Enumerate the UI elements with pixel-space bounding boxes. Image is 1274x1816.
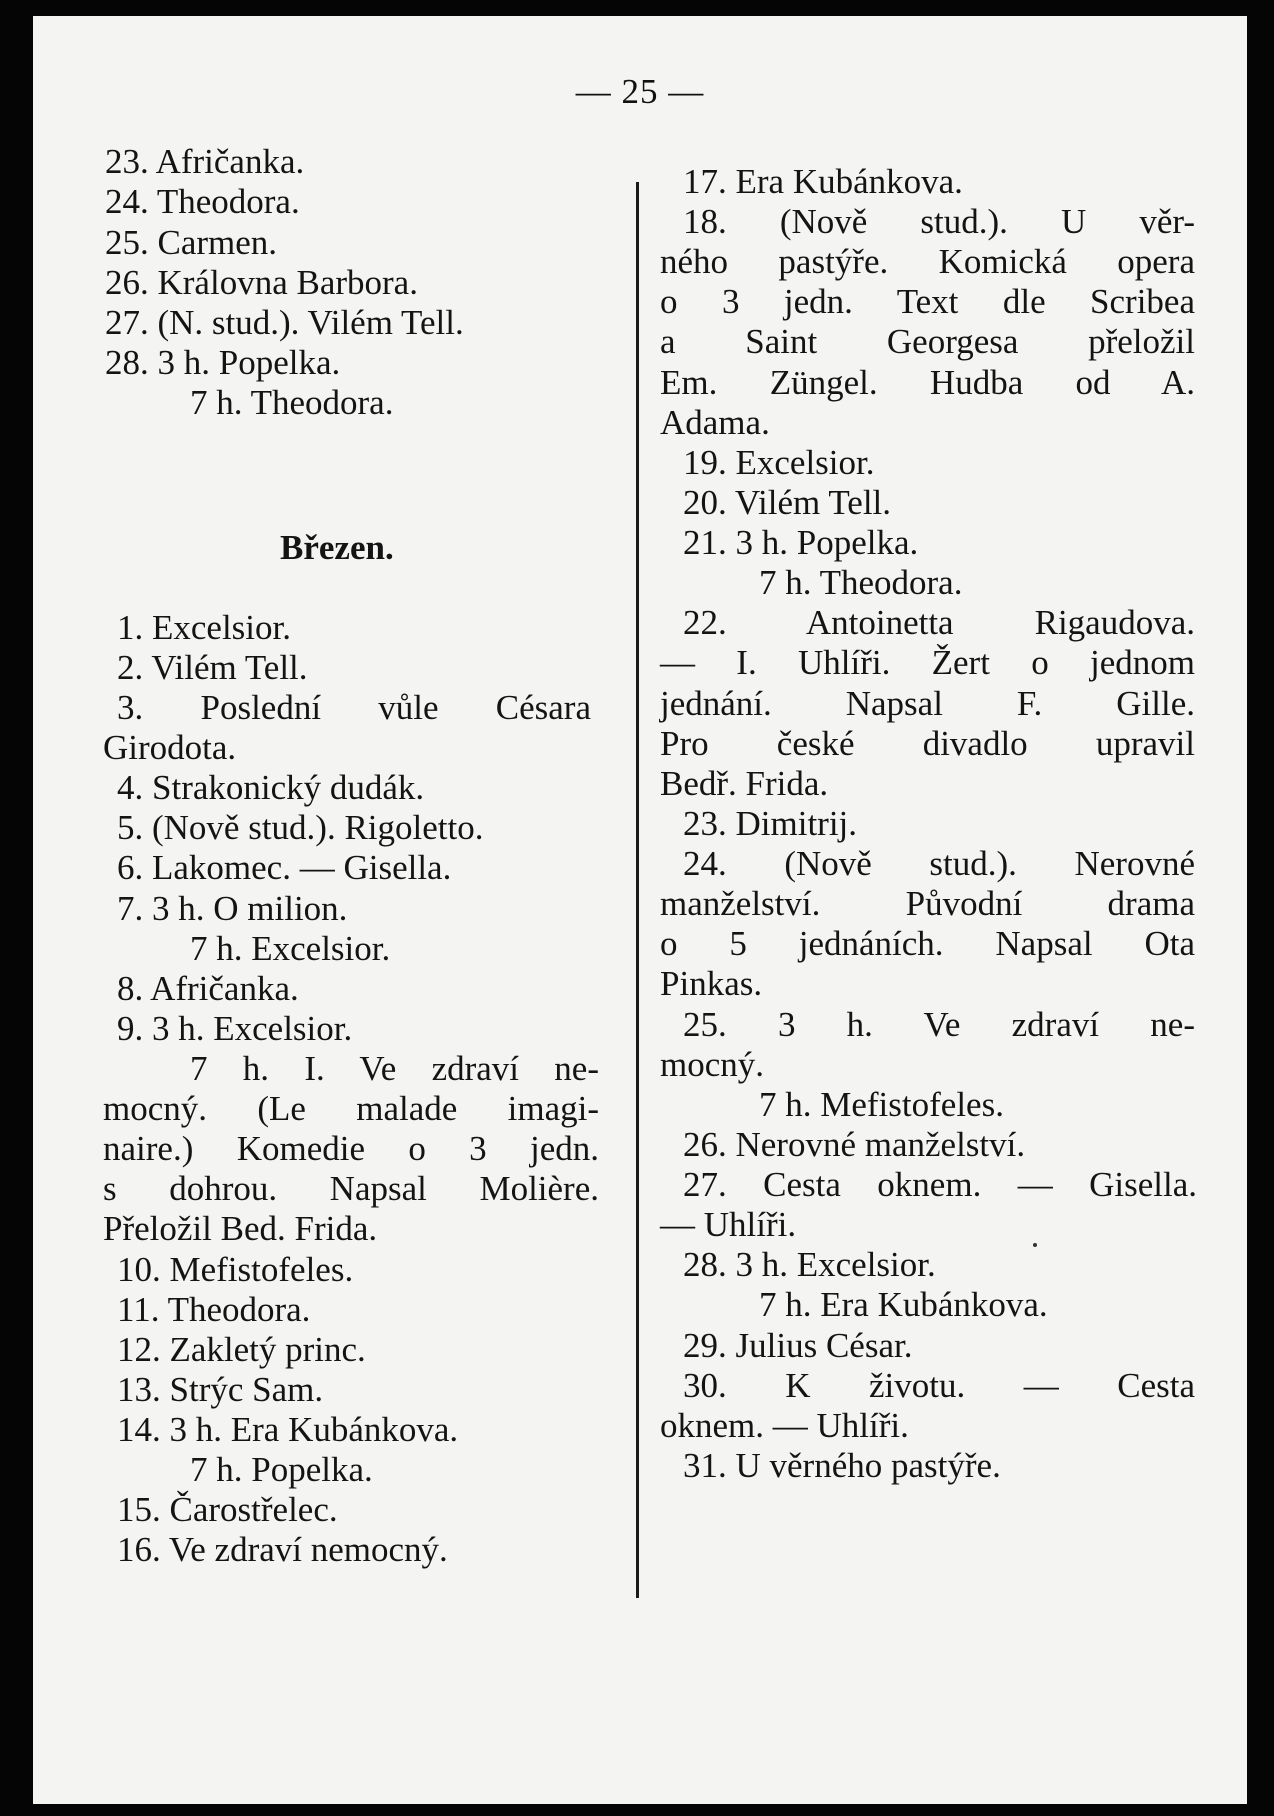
text-line: 23. Dimitrij. [683, 804, 858, 843]
text-line: 24. Theodora. [105, 182, 300, 221]
text-line: Adama. [660, 403, 770, 442]
text-line: 6. Lakomec. — Gisella. [117, 848, 452, 887]
text-line: 8. Afričanka. [117, 969, 299, 1008]
text-line: 25. 3 h. Ve zdraví ne- [683, 1005, 1195, 1044]
text-line: mocný. (Le malade imagi- [103, 1089, 599, 1128]
text-line: 29. Julius César. [683, 1326, 913, 1365]
text-line: — I. Uhlíři. Žert o jednom [660, 643, 1195, 682]
text-line: Pro české divadlo upravil [660, 724, 1195, 763]
text-line: Bedř. Frida. [660, 764, 829, 803]
book-page [33, 16, 1247, 1804]
text-line: o 5 jednáních. Napsal Ota [660, 924, 1195, 963]
text-line: 27. (N. stud.). Vilém Tell. [105, 303, 464, 342]
text-line: 7. 3 h. O milion. [117, 889, 348, 928]
text-line: 7 h. Mefistofeles. [759, 1085, 1004, 1124]
text-line: 22. Antoinetta Rigaudova. [683, 603, 1195, 642]
text-line: 13. Strýc Sam. [117, 1370, 324, 1409]
text-line: 3. Poslední vůle Césara [117, 688, 591, 727]
text-line: Girodota. [103, 728, 237, 767]
text-line: s dohrou. Napsal Molière. [103, 1169, 599, 1208]
text-line: 30. K životu. — Cesta [683, 1366, 1195, 1405]
text-line: mocný. [660, 1045, 765, 1084]
text-line: 2. Vilém Tell. [117, 648, 308, 687]
text-line: 10. Mefistofeles. [117, 1250, 354, 1289]
text-line: 14. 3 h. Era Kubánkova. [117, 1410, 459, 1449]
text-line: 25. Carmen. [105, 223, 278, 262]
text-line: 31. U věrného pastýře. [683, 1446, 1001, 1485]
text-line: 28. 3 h. Popelka. [105, 343, 341, 382]
text-line: 21. 3 h. Popelka. [683, 523, 919, 562]
text-line: Pinkas. [660, 964, 763, 1003]
text-line: oknem. — Uhlíři. [660, 1406, 909, 1445]
text-line: 7 h. Era Kubánkova. [759, 1285, 1048, 1324]
text-line: ného pastýře. Komická opera [660, 242, 1195, 281]
section-heading: Březen. [280, 528, 394, 567]
text-line: Em. Züngel. Hudba od A. [660, 363, 1195, 402]
text-line: 7 h. Theodora. [759, 563, 963, 602]
text-line: o 3 jedn. Text dle Scribea [660, 282, 1195, 321]
column-divider [636, 182, 639, 1598]
text-line: 18. (Nově stud.). U věr- [683, 202, 1195, 241]
text-line: 16. Ve zdraví nemocný. [117, 1530, 448, 1569]
text-line: — Uhlíři. [660, 1205, 797, 1244]
text-line: 4. Strakonický dudák. [117, 768, 425, 807]
text-line: 24. (Nově stud.). Nerovné [683, 844, 1195, 883]
text-line: 15. Čarostřelec. [117, 1490, 338, 1529]
text-line: 7 h. Theodora. [190, 383, 394, 422]
text-line: 12. Zakletý princ. [117, 1330, 366, 1369]
text-line: 23. Afričanka. [105, 142, 305, 181]
text-line: 7 h. I. Ve zdraví ne- [190, 1049, 599, 1088]
text-line: 19. Excelsior. [683, 443, 875, 482]
text-line: 5. (Nově stud.). Rigoletto. [117, 808, 484, 847]
print-speck [1033, 1243, 1037, 1247]
text-line: jednání. Napsal F. Gille. [660, 684, 1195, 723]
text-line: 7 h. Popelka. [190, 1450, 373, 1489]
text-line: a Saint Georgesa přeložil [660, 322, 1195, 361]
text-line: 17. Era Kubánkova. [683, 162, 963, 201]
text-line: 11. Theodora. [117, 1290, 311, 1329]
text-line: Přeložil Bed. Frida. [103, 1209, 378, 1248]
text-line: 20. Vilém Tell. [683, 483, 892, 522]
text-line: 28. 3 h. Excelsior. [683, 1245, 936, 1284]
page-number: — 25 — [575, 72, 705, 111]
text-line: 7 h. Excelsior. [190, 929, 391, 968]
text-line: 26. Královna Barbora. [105, 263, 418, 302]
text-line: 27. Cesta oknem. — Gisella. [683, 1165, 1197, 1204]
text-line: 9. 3 h. Excelsior. [117, 1009, 353, 1048]
text-line: 1. Excelsior. [117, 608, 291, 647]
text-line: naire.) Komedie o 3 jedn. [103, 1129, 599, 1168]
text-line: 26. Nerovné manželství. [683, 1125, 1026, 1164]
text-line: manželství. Původní drama [660, 884, 1195, 923]
